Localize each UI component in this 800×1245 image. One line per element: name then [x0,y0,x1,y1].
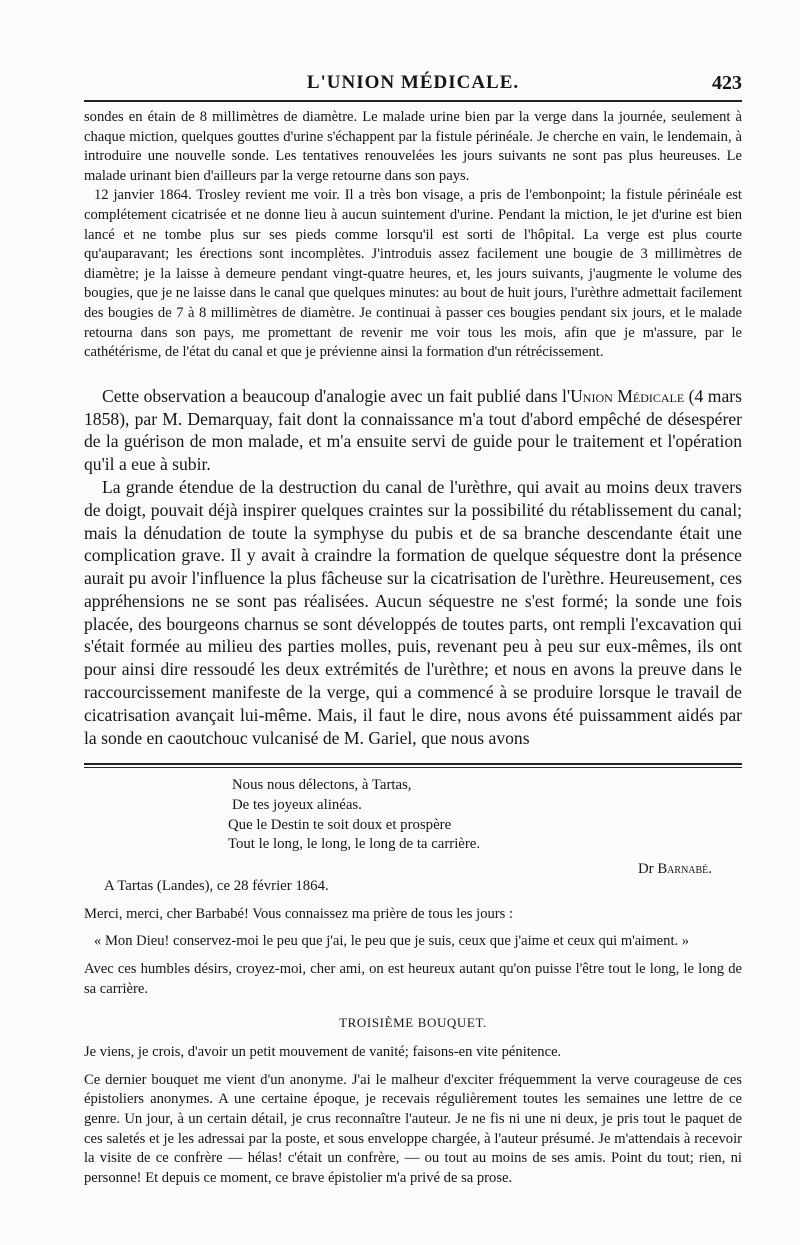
feuilleton-separator [84,763,742,768]
signature-prefix: Dr [637,860,658,877]
page-header [84,0,742,100]
document-page [84,0,742,1188]
poem-line: Que le Destin te soit doux et prospère [228,816,452,833]
commentary-paragraph-2: La grande étendue de la destruction du canal de l'urèthre, qui avait au moins deux travers de doigt, pouvait déjà inspirer quelques craintes sur la possibilité du rétablissement du canal; mais la dénudation de toute la symphyse du pubis et de sa branche descendante était une complication grave. Il y avait à craindre la formation de quelque séquestre dont la présence aurait pu avoir l'influence la plus fâcheuse sur la cicatrisation de l'urèthre. Heureusement, ces appréhensions ne se sont pas réalisées. Aucun séquestre ne s'est formé; la sonde une fois placée, des bourgeons charnus se sont développés de toutes parts, ont rempli l'excavation qui s'était formée au milieu des parties molles, puis, revenant peu à peu sur eux-mêmes, ils ont pour ainsi dire ressoudé les deux extrémités de l'urèthre; et nous en avons la preuve dans le raccourcissement manifeste de la verge, qui a commencé à se produire lorsque le travail de cicatrisation avançait lui-même. Mais, il faut le dire, nous avons été puissamment aidés par la sonde en caoutchouc vulcanisé de M. Gariel, que nous avons [84,476,742,748]
signature [84,861,712,878]
header-rule [84,100,742,102]
feuilleton-paragraph-2: « Mon Dieu! conservez-moi le peu que j'ai, le peu que je suis, ceux que j'aime et ceux qui m'aiment. » [94,933,690,950]
running-title: L'UNION MÉDICALE. [306,72,520,93]
case-paragraph-2: 12 janvier 1864. Trosley revient me voir. Il a très bon visage, a pris de l'embonpoint; la fistule périnéale est complétement cicatrisée et ne donne lieu à aucun suintement d'urine. Pendant la miction, le jet d'urine est bien lancé et ne tombe plus sur ses pieds comme lorsqu'il est sorti de l'hôpital. La verge est plus courte qu'auparavant; les érections sont incomplètes. J'introduis assez facilement une bougie de 3 millimètres de diamètre; je la laisse à demeure pendant vingt-quatre heures, et, les jours suivants, j'augmente le volume des bougies, que je ne laisse dans le canal que quelques minutes: au bout de huit jours, l'urèthre admettait facilement des bougies de 7 à 8 millimètres de diamètre. Je continuai à passer ces bougies pendant six jours, et le malade retourna dans son pays, me promettant de revenir me voir tous les mois, afin que je m'assure, par le cathétérisme, de l'état du canal et que je prévienne ainsi la formation d'un rétrécissement. [84,187,742,361]
commentary-text-after: (4 mars 1858), par M. Demarquay, fait dont la connaissance m'a tout d'abord empêché de désespérer de la guérison de mon malade, et m'a ensuite servi de guide pour le traitement et l'opération qu'il a eue à subir. [84,385,742,475]
page-number: 423 [712,72,742,94]
dateline: A Tartas (Landes), ce 28 février 1864. [104,877,329,894]
commentary-text-before: Cette observation a beaucoup d'analogie avec un fait publié dans l' [102,385,571,406]
signature-name: Barnabé. [657,860,712,877]
feuilleton-paragraph-4: Je viens, je crois, d'avoir un petit mouvement de vanité; faisons-en vite pénitence. [84,1044,562,1061]
case-paragraph-1: sondes en étain de 8 millimètres de diamètre. Le malade urine bien par la verge dans la journée, seulement à chaque miction, quelques gouttes d'urine s'échappent par la fistule périnéale. Je cherche en vain, le lendemain, à introduire une nouvelle sonde. Les tentatives renouvelées les jours suivants ne sont pas plus heureuses. Le malade urinant bien d'ailleurs par la verge retourne dans son pays. [84,109,742,184]
poem-line: Nous nous délectons, à Tartas, [232,777,412,794]
section-title: TROISIÈME BOUQUET. [339,1015,487,1031]
feuilleton-paragraph-5: Ce dernier bouquet me vient d'un anonyme. J'ai le malheur d'exciter fréquemment la verve courageuse de ces épistoliers anonymes. A une certaine époque, je recevais régulièrement toutes les semaines une lettre de ce genre. Un jour, à un certain détail, je crus reconnaître l'auteur. Je ne fis ni une ni deux, je pris tout le paquet de ces saletés et je les adressai par la poste, et sous enveloppe chargée, à l'auteur présumé. Je m'attendais à recevoir la visite de ce confrère — hélas! c'était un confrère, — ou tout au moins de ses amis. Point du tout; rien, ni personne! Et depuis ce moment, ce brave épistolier m'a privé de sa prose. [84,1071,742,1186]
poem-line: Tout le long, le long, le long de ta carrière. [228,836,481,853]
journal-name: Union Médicale [570,385,685,406]
commentary-paragraph-1 [84,385,742,476]
poem-line: De tes joyeux alinéas. [232,797,362,814]
poem [228,776,742,854]
feuilleton-paragraph-3: Avec ces humbles désirs, croyez-moi, cher ami, on est heureux autant qu'on puisse l'être tout le long, le long de sa carrière. [84,961,742,997]
feuilleton-paragraph-1: Merci, merci, cher Barbabé! Vous connaissez ma prière de tous les jours : [84,905,514,922]
